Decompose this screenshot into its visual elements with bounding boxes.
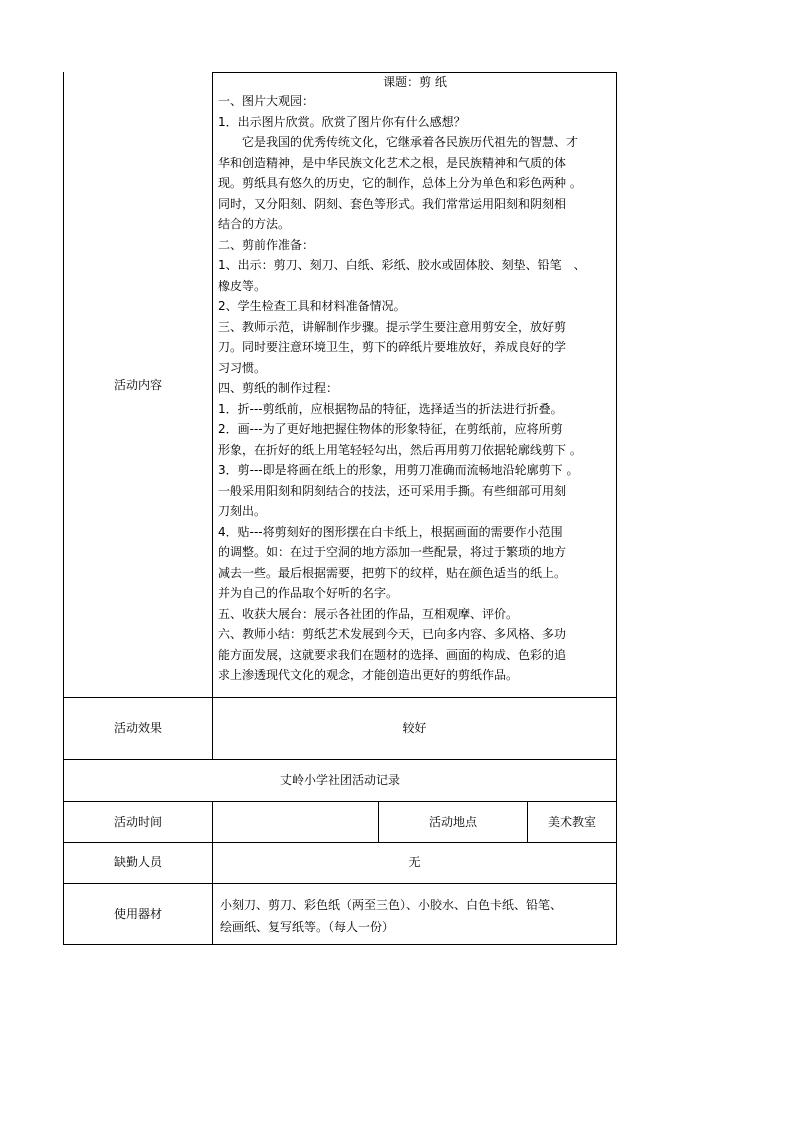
text-line: 五、收获大展台：展示各社团的作品，互相观摩、评价。: [218, 606, 519, 621]
activity-content-label: 活动内容: [113, 378, 162, 392]
activity-time-label: 活动时间: [113, 815, 162, 829]
text-line: 一般采用阳刻和阴刻结合的技法，还可采用手撕。有些细部可用刻: [218, 483, 567, 498]
text-line: 现。剪纸具有悠久的历史，它的制作，总体上分为单色和彩色两种 。: [218, 176, 582, 190]
text-line: 三、教师示范，讲解制作步骤。提示学生要注意用剪安全，放好剪: [218, 319, 567, 334]
text-line: 二、剪前作准备：: [218, 237, 315, 252]
text-line: 橡皮等。: [218, 278, 267, 293]
activity-content-cell: [218, 73, 612, 686]
text-line: 求上渗透现代文化的观念，才能创造出更好的剪纸作品。: [218, 668, 519, 682]
text-line: 3．剪---即是将画在纸上的形象，用剪刀准确而流畅地沿轮廓剪下 。: [218, 463, 579, 477]
absent-value: 无: [408, 855, 421, 869]
lesson-plan-text: [218, 91, 612, 686]
text-line: 2、学生检查工具和材料准备情况。: [218, 299, 406, 313]
materials-text: [220, 894, 612, 938]
text-line: 华和创造精神，是中华民族文化艺术之根，是民族精神和气质的体: [218, 155, 567, 170]
activity-effect-value: 较好: [402, 721, 427, 735]
text-line: 2．画---为了更好地把握住物体的形象特征，在剪纸前，应将所剪: [218, 422, 563, 436]
text-line: 能方面发展，这就要求我们在题材的选择、画面的构成、色彩的追: [218, 647, 567, 662]
activity-effect-label: 活动效果: [113, 721, 162, 735]
text-line: 并为自己的作品取个好听的名字。: [218, 586, 399, 600]
text-line: 1．出示图片欣赏。欣赏了图片你有什么感想？: [218, 114, 466, 129]
text-line: 它是我国的优秀传统文化，它继承着各民族历代祖先的智慧、才: [218, 135, 579, 149]
activity-place-value: 美术教室: [547, 815, 596, 829]
record-title: 丈岭小学社团活动记录: [279, 773, 400, 787]
text-line: 四、剪纸的制作过程：: [218, 381, 339, 395]
text-line: 六、教师小结：剪纸艺术发展到今天，已向多内容、多风格、多功: [218, 627, 567, 641]
text-line: 习习惯。: [218, 360, 267, 375]
text-line: 1．折---剪纸前，应根据物品的特征，选择适当的折法进行折叠。: [218, 401, 563, 416]
text-line: 的调整。如：在过于空洞的地方添加一些配景，将过于繁琐的地方: [218, 545, 567, 559]
absent-label: 缺勤人员: [113, 855, 162, 869]
text-line: 1、出示：剪刀、刻刀、白纸、彩纸、胶水或固体胶、刻垫、铅笔 、: [218, 258, 586, 272]
materials-line: 小刻刀、剪刀、彩色纸（两至三色）、小胶水、白色卡纸、铅笔、: [220, 898, 563, 912]
text-line: 4．贴---将剪刻好的图形摆在白卡纸上，根据画面的需要作小范围: [218, 524, 563, 539]
materials-label: 使用器材: [113, 907, 162, 921]
text-line: 一、图片大观园：: [218, 94, 315, 108]
text-line: 形象，在折好的纸上用笔轻轻勾出，然后再用剪刀依据轮廓线剪下 。: [218, 442, 582, 457]
text-line: 刀刻出。: [218, 504, 267, 518]
text-line: 刀。同时要注意环境卫生，剪下的碎纸片要堆放好，养成良好的学: [218, 340, 567, 354]
materials-line: 绘画纸、复写纸等。（每人一份）: [220, 920, 395, 934]
text-line: 同时，又分阳刻、阴刻、套色等形式。我们常常运用阳刻和阴刻相: [218, 196, 567, 211]
text-line: 减去一些。最后根据需要，把剪下的纹样，贴在颜色适当的纸上。: [218, 565, 567, 580]
text-line: 结合的方法。: [218, 217, 291, 231]
activity-place-label: 活动地点: [428, 815, 477, 829]
lesson-title: 课题：剪 纸: [383, 75, 447, 89]
